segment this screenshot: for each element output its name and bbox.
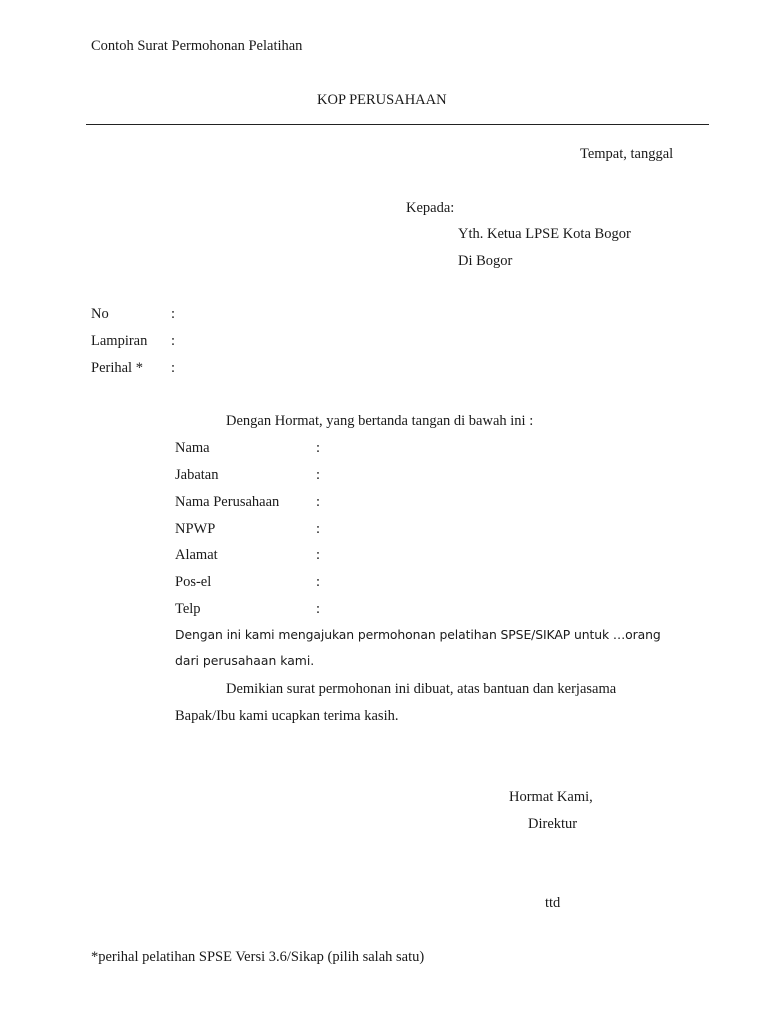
regards: Hormat Kami, bbox=[509, 789, 593, 805]
closing-paragraph-line1: Demikian surat permohonan ini dibuat, atas bantuan dan kerjasama bbox=[226, 681, 617, 697]
field-label: Pos-el bbox=[175, 574, 212, 590]
letterhead-placeholder: KOP PERUSAHAAN bbox=[317, 92, 447, 108]
field-label: Nama Perusahaan bbox=[175, 494, 280, 510]
field-label: Nama bbox=[175, 440, 210, 456]
ref-attachment-label: Lampiran bbox=[91, 333, 148, 349]
place-date: Tempat, tanggal bbox=[580, 146, 674, 162]
field-separator: : bbox=[316, 440, 321, 456]
recipient-location: Di Bogor bbox=[458, 253, 513, 269]
field-label: Telp bbox=[175, 601, 201, 617]
ref-no-label: No bbox=[91, 306, 109, 322]
document-title: Contoh Surat Permohonan Pelatihan bbox=[91, 38, 303, 54]
letterhead-divider bbox=[86, 124, 709, 125]
field-separator: : bbox=[316, 601, 321, 617]
ref-attachment-separator: : bbox=[171, 333, 176, 349]
field-separator: : bbox=[316, 521, 321, 537]
request-paragraph-line1: Dengan ini kami mengajukan permohonan pelatihan SPSE/SIKAP untuk …orang bbox=[175, 627, 661, 642]
recipient-name: Yth. Ketua LPSE Kota Bogor bbox=[458, 226, 631, 242]
field-label: NPWP bbox=[175, 521, 216, 537]
field-separator: : bbox=[316, 574, 321, 590]
field-separator: : bbox=[316, 547, 321, 563]
closing-paragraph-line2: Bapak/Ibu kami ucapkan terima kasih. bbox=[175, 708, 399, 724]
ref-subject-label: Perihal * bbox=[91, 360, 143, 376]
signer-position: Direktur bbox=[528, 816, 578, 832]
field-separator: : bbox=[316, 494, 321, 510]
field-label: Jabatan bbox=[175, 467, 219, 483]
ref-no-separator: : bbox=[171, 306, 176, 322]
signature-placeholder: ttd bbox=[545, 895, 561, 911]
recipient-label: Kepada: bbox=[406, 200, 455, 216]
request-paragraph-line2: dari perusahaan kami. bbox=[175, 653, 315, 668]
field-label: Alamat bbox=[175, 547, 218, 563]
greeting: Dengan Hormat, yang bertanda tangan di bawah ini : bbox=[226, 413, 534, 429]
ref-subject-separator: : bbox=[171, 360, 176, 376]
footnote: *perihal pelatihan SPSE Versi 3.6/Sikap (pilih salah satu) bbox=[91, 949, 425, 965]
field-separator: : bbox=[316, 467, 321, 483]
